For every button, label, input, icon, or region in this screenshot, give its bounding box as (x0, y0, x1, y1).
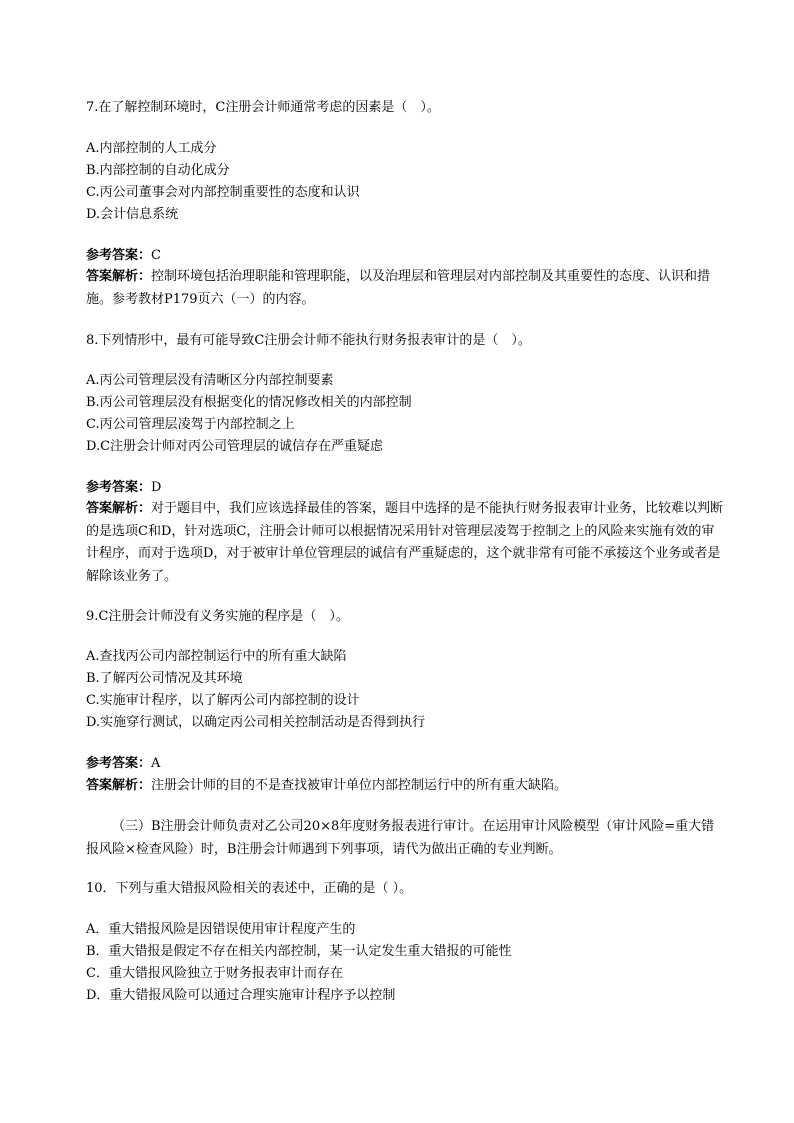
q7-answer-value: C (151, 248, 161, 263)
q9-option-b: B.了解丙公司情况及其环境 (86, 671, 243, 686)
q7-answer-label: 参考答案： (86, 248, 152, 263)
q9-option-c: C.实施审计程序，以了解丙公司内部控制的设计 (86, 693, 360, 708)
q9-option-a: A.查找丙公司内部控制运行中的所有重大缺陷 (86, 649, 347, 664)
q8-stem: 8.下列情形中，最有可能导致C注册会计师不能执行财务报表审计的是（ ）。 (86, 333, 531, 348)
q7-option-d: D.会计信息系统 (86, 207, 179, 222)
q8-answer (86, 478, 161, 498)
q7-analysis (86, 266, 726, 311)
q10-option-c: C．重大错报风险独立于财务报表审计而存在 (86, 966, 343, 981)
q9-answer-value: A (151, 756, 161, 771)
q8-answer-value: D (151, 480, 162, 495)
q7-option-a: A.内部控制的人工成分 (86, 141, 217, 156)
q7-option-c: C.丙公司董事会对内部控制重要性的态度和认识 (86, 185, 360, 200)
q9-analysis-text: 注册会计师的目的不是查找被审计单位内部控制运行中的所有重大缺陷。 (151, 778, 568, 793)
q8-analysis (86, 498, 726, 588)
q10-option-a: A．重大错报风险是因错误使用审计程度产生的 (86, 922, 356, 937)
q8-option-d: D.C注册会计师对丙公司管理层的诚信存在严重疑虑 (86, 439, 384, 454)
q10-option-d: D．重大错报风险可以通过合理实施审计程序予以控制 (86, 988, 396, 1003)
q10-option-b: B．重大错报是假定不存在相关内部控制，某一认定发生重大错报的可能性 (86, 944, 512, 959)
section3-intro: （三）B注册会计师负责对乙公司20×8年度财务报表进行审计。在运用审计风险模型（审计风险=重大错报风险×检查风险）时，B注册会计师遇到下列事项，请代为做出正确的专业判断。 (86, 819, 715, 857)
q8-analysis-text: 对于题目中，我们应该选择最佳的答案，题目中选择的是不能执行财务报表审计业务，比较难以判断的是选项C和D，针对选项C，注册会计师可以根据情况采用针对管理层凌驾于控制之上的风险来实施有效的审计程序，而对于选项D，对于被审计单位管理层的诚信有严重疑虑的，这个就非常有可能不承接这个业务或者是解除该业务了。 (86, 501, 724, 584)
q7-answer (86, 246, 161, 266)
q8-answer-label: 参考答案： (86, 480, 152, 495)
q9-answer-label: 参考答案： (86, 756, 152, 771)
q9-stem: 9.C注册会计师没有义务实施的程序是（ ）。 (86, 609, 349, 624)
q7-option-b: B.内部控制的自动化成分 (86, 163, 230, 178)
q7-analysis-text: 控制环境包括治理职能和管理职能，以及治理层和管理层对内部控制及其重要性的态度、认识和措施。参考教材P179页六（一）的内容。 (86, 269, 711, 307)
q9-analysis-label: 答案解析： (86, 778, 152, 793)
q9-analysis (86, 776, 567, 796)
q7-stem: 7.在了解控制环境时，C注册会计师通常考虑的因素是（ ）。 (86, 100, 440, 115)
q9-answer (86, 754, 160, 774)
q9-option-d: D.实施穿行测试，以确定丙公司相关控制活动是否得到执行 (86, 715, 426, 730)
q7-analysis-label: 答案解析： (86, 269, 152, 284)
q8-option-a: A.丙公司管理层没有清晰区分内部控制要素 (86, 373, 334, 388)
q8-analysis-label: 答案解析： (86, 501, 152, 516)
q8-option-c: C.丙公司管理层凌驾于内部控制之上 (86, 417, 295, 432)
q8-option-b: B.丙公司管理层没有根据变化的情况修改相关的内部控制 (86, 395, 412, 410)
q10-stem: 10．下列与重大错报风险相关的表述中，正确的是（ ）。 (86, 881, 413, 896)
